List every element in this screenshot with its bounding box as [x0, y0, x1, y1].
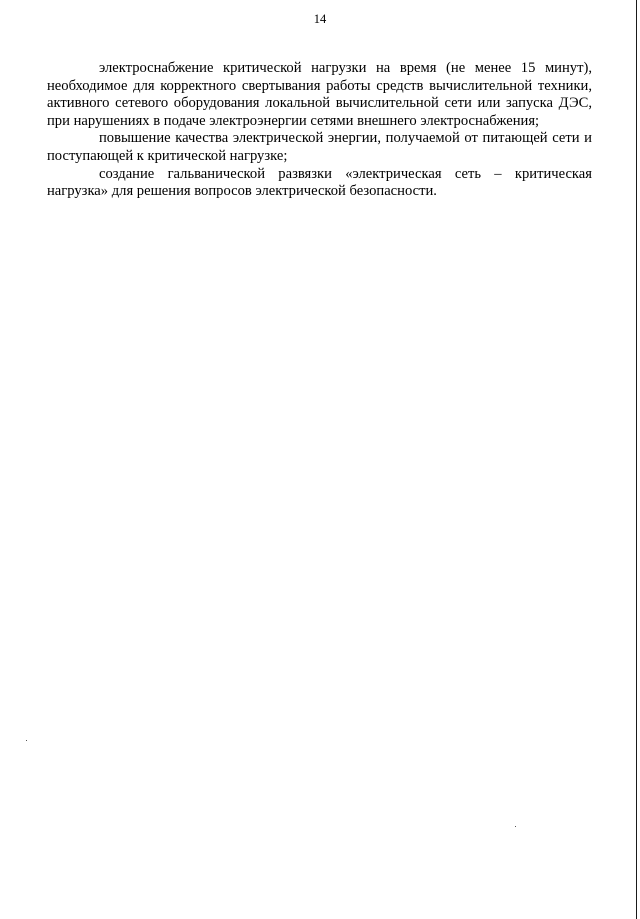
scan-speck [515, 826, 516, 827]
page-number: 14 [313, 12, 327, 26]
paragraph-galvanic-isolation: создание гальванической развязки «электрическая сеть – критическая нагрузка» для решения вопросов электрической безопасности. [47, 165, 592, 200]
scan-edge-line [636, 0, 637, 919]
paragraph-power-supply: электроснабжение критической нагрузки на время (не менее 15 минут), необходимое для корректного свертывания работы средств вычислительной техники, активного сетевого оборудования локальной вычислительной сети или запуска ДЭС, при нарушениях в подаче электроэнергии сетями внешнего электроснабжения; [47, 60, 592, 129]
body-text [47, 60, 592, 201]
paragraph-power-quality: повышение качества электрической энергии, получаемой от питающей сети и поступающей к критической нагрузке; [47, 130, 592, 164]
scan-speck [26, 740, 27, 741]
